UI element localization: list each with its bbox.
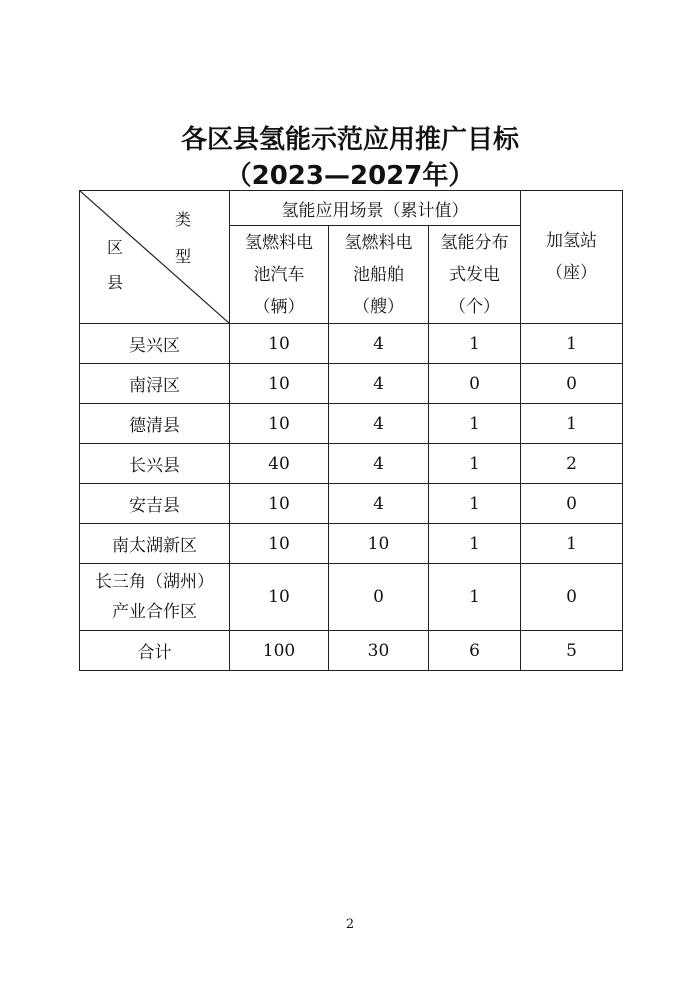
table-row — [80, 404, 623, 444]
cell-vehicles: 10 — [230, 484, 329, 524]
table-total-row — [80, 631, 623, 671]
header-unit: （辆） — [253, 296, 305, 317]
header-line: 氢能分布 — [440, 232, 509, 253]
page-number: 2 — [345, 917, 355, 932]
cell-vehicles: 10 — [230, 364, 329, 404]
group-header-hydrogen-scenarios: 氢能应用场景（累计值） — [230, 191, 521, 226]
diagonal-divider — [80, 191, 229, 323]
row-name-line-1: 长三角（湖州） — [95, 572, 214, 592]
header-line: 池船舶 — [353, 264, 404, 285]
header-stations-unit: （座） — [546, 263, 598, 283]
header-distributed-power — [429, 226, 521, 324]
hydrogen-targets-table — [79, 190, 623, 671]
row-county-name — [80, 564, 230, 631]
table-row — [80, 484, 623, 524]
total-ships: 30 — [329, 631, 429, 671]
cell-vehicles: 10 — [230, 524, 329, 564]
row-name-line-2: 产业合作区 — [112, 602, 197, 622]
table-row — [80, 364, 623, 404]
cell-stations: 1 — [521, 524, 623, 564]
row-county-name: 长兴县 — [80, 444, 230, 484]
header-unit: （个） — [449, 296, 501, 317]
cell-vehicles: 10 — [230, 324, 329, 364]
table-row — [80, 324, 623, 364]
row-county-name: 安吉县 — [80, 484, 230, 524]
header-unit: （艘） — [353, 296, 404, 317]
cell-power: 1 — [429, 484, 521, 524]
cell-ships: 4 — [329, 444, 429, 484]
cell-stations: 0 — [521, 364, 623, 404]
total-vehicles: 100 — [230, 631, 329, 671]
header-fuel-cell-ships — [329, 226, 429, 324]
corner-type-char-2: 型 — [175, 247, 192, 266]
header-line: 氢燃料电 — [245, 232, 313, 253]
row-county-name: 德清县 — [80, 404, 230, 444]
header-stations-label: 加氢站 — [546, 231, 598, 251]
cell-ships: 0 — [329, 564, 429, 631]
cell-power: 0 — [429, 364, 521, 404]
cell-ships: 4 — [329, 484, 429, 524]
row-county-name: 吴兴区 — [80, 324, 230, 364]
cell-ships: 4 — [329, 364, 429, 404]
cell-stations: 2 — [521, 444, 623, 484]
table-row — [80, 444, 623, 484]
cell-power: 1 — [429, 524, 521, 564]
corner-county-char-2: 县 — [107, 273, 124, 292]
header-hydrogen-stations — [521, 191, 623, 324]
cell-vehicles: 10 — [230, 404, 329, 444]
header-fuel-cell-vehicles — [230, 226, 329, 324]
cell-power: 1 — [429, 324, 521, 364]
cell-stations: 0 — [521, 484, 623, 524]
cell-stations: 1 — [521, 404, 623, 444]
total-power: 6 — [429, 631, 521, 671]
cell-power: 1 — [429, 444, 521, 484]
cell-ships: 4 — [329, 404, 429, 444]
table-corner-header — [80, 191, 230, 324]
cell-vehicles: 10 — [230, 564, 329, 631]
cell-stations: 0 — [521, 564, 623, 631]
cell-ships: 4 — [329, 324, 429, 364]
corner-county-char-1: 区 — [107, 238, 124, 257]
table-row — [80, 564, 623, 631]
cell-vehicles: 40 — [230, 444, 329, 484]
cell-stations: 1 — [521, 324, 623, 364]
total-label: 合计 — [80, 631, 230, 671]
cell-power: 1 — [429, 404, 521, 444]
total-stations: 5 — [521, 631, 623, 671]
row-county-name: 南浔区 — [80, 364, 230, 404]
cell-ships: 10 — [329, 524, 429, 564]
header-line: 氢燃料电 — [344, 232, 413, 253]
document-subtitle-years: （2023—2027年） — [225, 161, 475, 191]
header-line: 池汽车 — [253, 264, 305, 285]
corner-type-char-1: 类 — [175, 210, 192, 229]
cell-power: 1 — [429, 564, 521, 631]
table-row — [80, 524, 623, 564]
document-title: 各区县氢能示范应用推广目标 — [180, 125, 519, 155]
header-line: 式发电 — [449, 264, 501, 285]
row-county-name: 南太湖新区 — [80, 524, 230, 564]
